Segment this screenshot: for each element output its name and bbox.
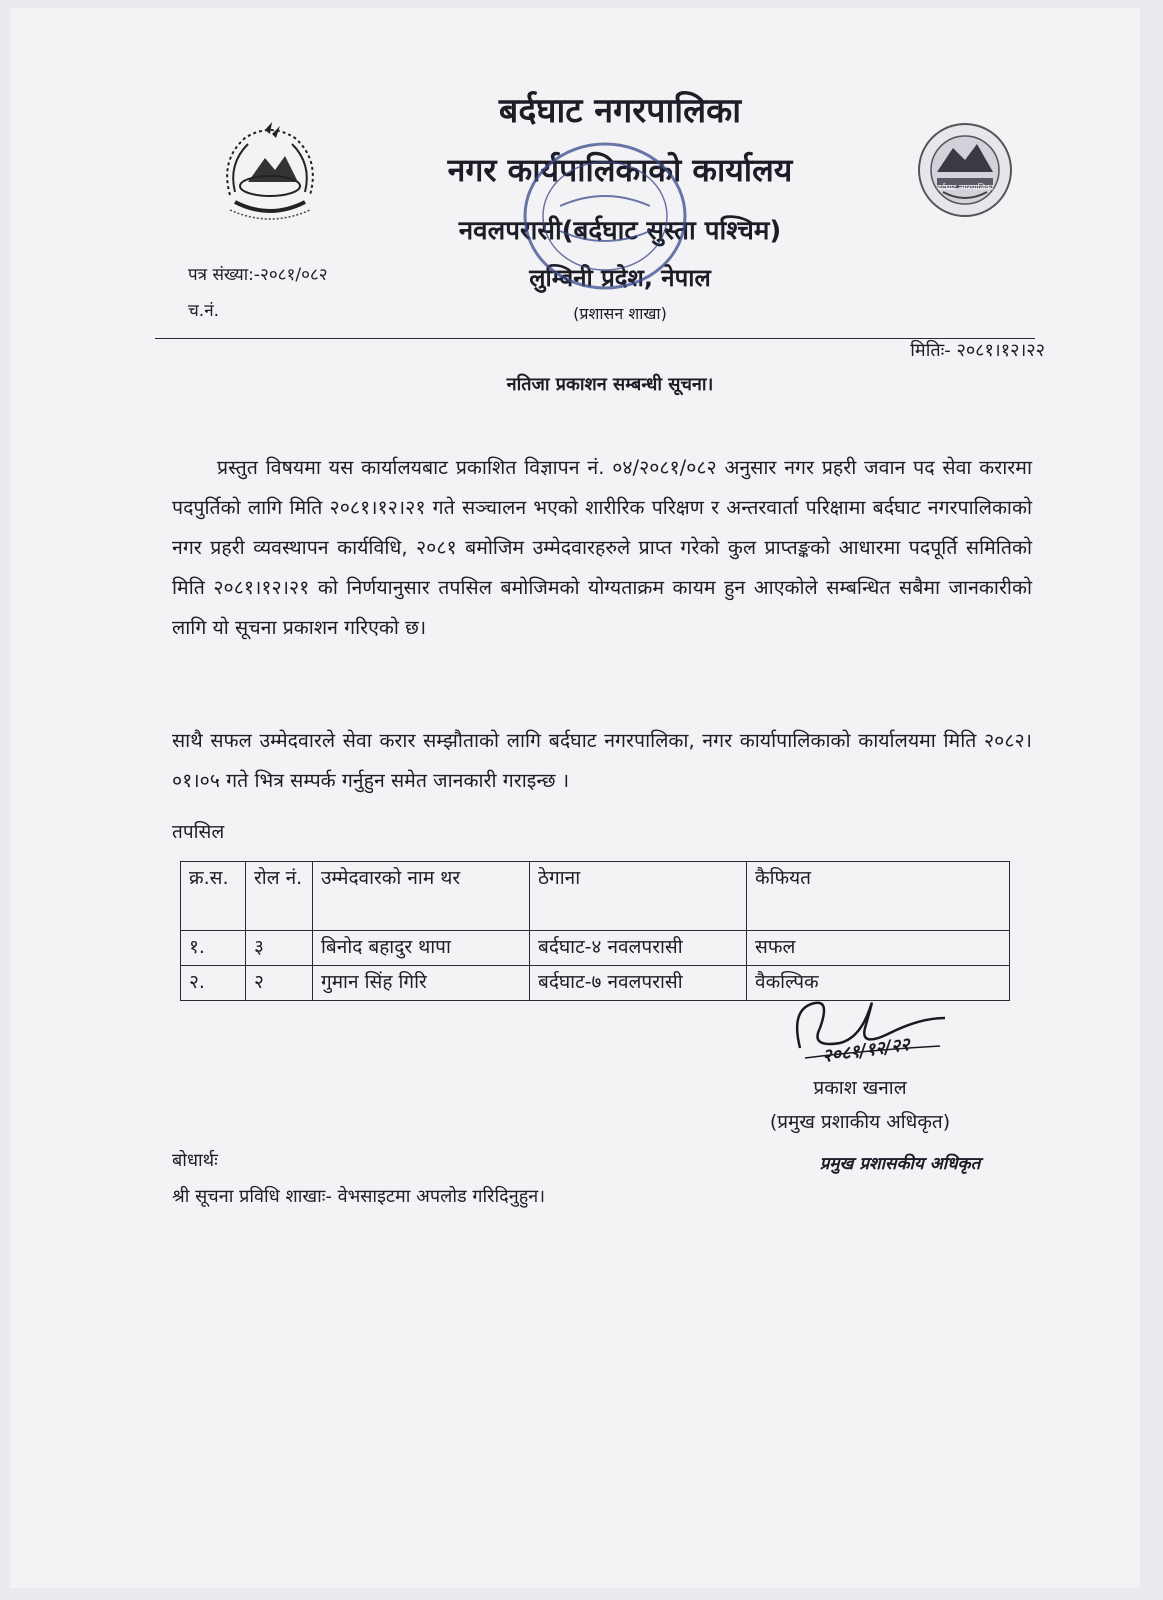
- cc-line: श्री सूचना प्रविधि शाखाः- वेभसाइटमा अपलोड गरिदिनुहुन।: [172, 1186, 546, 1207]
- header-name: उम्मेदवारको नाम थर: [313, 862, 530, 931]
- results-table: [180, 861, 1010, 1001]
- table-header-row: [181, 862, 1010, 931]
- signatory-name: प्रकाश खनाल: [813, 1077, 907, 1099]
- cell-address: बर्दघाट-७ नवलपरासी: [530, 966, 747, 1001]
- cell-serial: २.: [181, 966, 246, 1001]
- header-address: ठेगाना: [530, 862, 747, 931]
- letter-number: पत्र संख्या:-२०८१/०८२: [188, 265, 328, 285]
- subject-line: नतिजा प्रकाशन सम्बन्धी सूचना।: [506, 374, 714, 395]
- body-paragraph-2: साथै सफल उम्मेदवारले सेवा करार सम्झौताको लागि बर्दघाट नगरपालिका, नगर कार्यापालिकाको कार्यालयमा मिति २०८२।०१।०५ गते भित्र सम्पर्क गर्नुहुन समेत जानकारी गराइन्छ ।: [172, 729, 1032, 792]
- document-page: [10, 8, 1140, 1588]
- cell-roll: ३: [246, 931, 313, 966]
- nepal-emblem-icon: [210, 120, 330, 230]
- header-roll: रोल नं.: [246, 862, 313, 931]
- province-line: लुम्बिनी प्रदेश, नेपाल: [529, 264, 711, 292]
- office-stamp-icon: [520, 136, 690, 296]
- municipality-logo-icon: [915, 120, 1015, 220]
- header-remarks: कैफियत: [747, 862, 1010, 931]
- office-name: नगर कार्यपालिकाको कार्यालय: [447, 151, 793, 189]
- branch-name: (प्रशासन शाखा): [573, 304, 667, 323]
- dispatch-number: च.नं.: [188, 301, 220, 321]
- cc-label: बोधार्थः: [172, 1150, 218, 1171]
- cell-remarks: वैकल्पिक: [747, 966, 1010, 1001]
- org-name: बर्दघाट नगरपालिका: [498, 91, 742, 131]
- cell-roll: २: [246, 966, 313, 1001]
- designation-stamp: प्रमुख प्रशासकीय अधिकृत: [819, 1154, 981, 1174]
- table-row: [181, 931, 1010, 966]
- letter-date: मितिः- २०८१।१२।२२: [910, 340, 1045, 361]
- cell-name: गुमान सिंह गिरि: [313, 966, 530, 1001]
- address-line: नवलपरासी(बर्दघाट सुस्ता पश्चिम): [458, 216, 782, 246]
- signatory-title: (प्रमुख प्रशाकीय अधिकृत): [769, 1111, 951, 1133]
- cell-remarks: सफल: [747, 931, 1010, 966]
- cell-address: बर्दघाट-४ नवलपरासी: [530, 931, 747, 966]
- body-paragraph-1: प्रस्तुत विषयमा यस कार्यालयबाट प्रकाशित विज्ञापन नं. ०४/२०८१/०८२ अनुसार नगर प्रहरी जवान पद सेवा करारमा पदपुर्तिको लागि मिति २०८१।१२।२१ गते सञ्चालन भएको शारीरिक परिक्षण र अन्तरवार्ता परिक्षामा बर्दघाट नगरपालिकाको नगर प्रहरी व्यवस्थापन कार्यविधि, २०८१ बमोजिम उम्मेदवारहरुले प्राप्त गरेको कुल प्राप्तङ्कको आधारमा पदपूर्ति समितिको मिति २०८१।१२।२१ को निर्णयानुसार तपसिल बमोजिमको योग्यताक्रम कायम हुन आएकोले सम्बन्धित सबैमा जानकारीको लागि यो सूचना प्रकाशन गरिएको छ।: [172, 456, 1032, 639]
- cell-serial: १.: [181, 931, 246, 966]
- signature-date: २०८१/१२/२२: [821, 1033, 912, 1068]
- header-serial: क्र.स.: [181, 862, 246, 931]
- table-caption: तपसिल: [172, 821, 225, 843]
- cell-name: बिनोद बहादुर थापा: [313, 931, 530, 966]
- logo-text: बर्दघाट नगरपालिका: [936, 183, 994, 192]
